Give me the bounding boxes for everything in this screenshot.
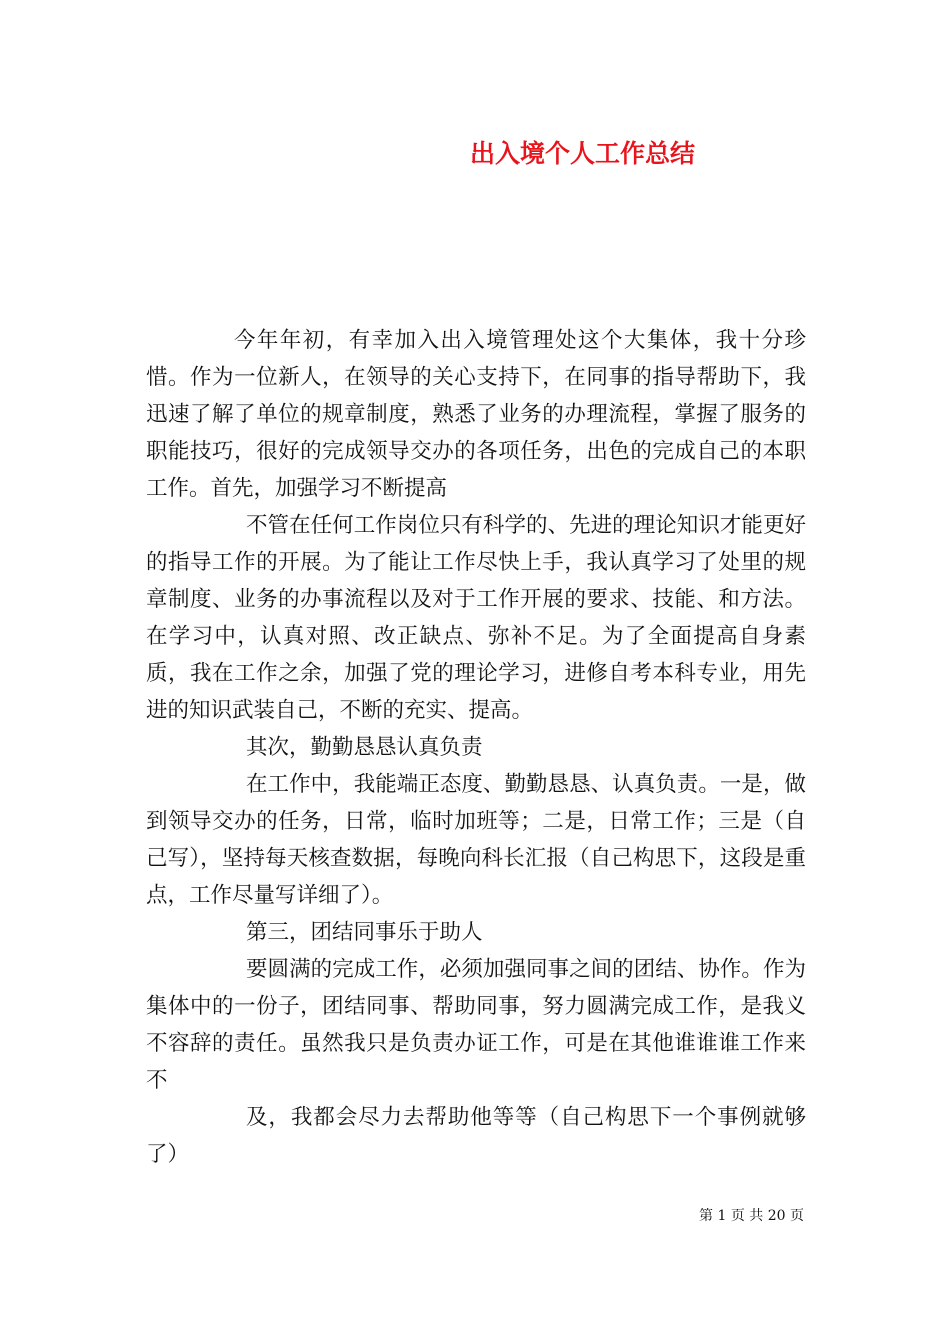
heading-teamwork: 第三，团结同事乐于助人 [246,920,483,945]
paragraph-study: 不管在任何工作岗位只有科学的、先进的理论知识才能更好的指导工作的开展。为了能让工作尽快上手，我认真学习了处里的规章制度、业务的办事流程以及对于工作开展的要求、技能、和方法。在学习中，认真对照、改正缺点、弥补不足。为了全面提高自身素质，我在工作之余，加强了党的理论学习，进修自考本科专业，用先进的知识武装自己，不断的充实、提高。 [146,513,806,723]
heading-diligence: 其次，勤勤恳恳认真负责 [246,735,483,760]
paragraph-teamwork: 要圆满的完成工作，必须加强同事之间的团结、协作。作为集体中的一份子，团结同事、帮助同事，努力圆满完成工作，是我义不容辞的责任。虽然我只是负责办证工作，可是在其他谁谁谁工作来不 [146,957,806,1093]
document-body [146,322,806,1173]
paragraph-continued: 及，我都会尽力去帮助他等等（自己构思下一个事例就够了） [146,1105,806,1167]
document-title: 出入境个人工作总结 [469,139,695,168]
page-number-footer: 第 1 页 共 20 页 [699,1208,804,1224]
paragraph-diligence: 在工作中，我能端正态度、勤勤恳恳、认真负责。一是，做到领导交办的任务，日常，临时加班等；二是，日常工作；三是（自己写），坚持每天核查数据，每晚向科长汇报（自己构思下，这段是重点，工作尽量写详细了）。 [146,772,806,908]
paragraph-intro: 今年年初，有幸加入出入境管理处这个大集体，我十分珍惜。作为一位新人，在领导的关心支持下，在同事的指导帮助下，我迅速了解了单位的规章制度，熟悉了业务的办理流程，掌握了服务的职能技巧，很好的完成领导交办的各项任务，出色的完成自己的本职工作。首先，加强学习不断提高 [146,328,806,501]
